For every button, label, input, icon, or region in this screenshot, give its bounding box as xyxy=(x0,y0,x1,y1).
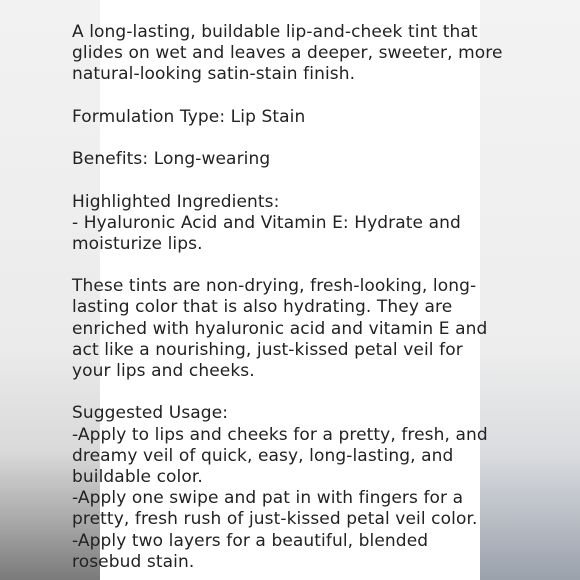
spacer xyxy=(72,128,492,149)
ingredients-heading: Highlighted Ingredients: xyxy=(72,191,280,212)
product-description-page xyxy=(72,0,503,580)
intro-line-2: glides on wet and leaves a deeper, sweeter, more xyxy=(72,43,503,64)
usage-line-3: buildable color. xyxy=(72,466,203,487)
benefits-line: Benefits: Long-wearing xyxy=(72,149,271,170)
tints-line-5: your lips and cheeks. xyxy=(72,361,255,381)
usage-line-6: -Apply two layers for a beautiful, blended xyxy=(72,530,429,551)
tints-line-2: lasting color that is also hydrating. They are xyxy=(72,297,453,318)
usage-line-2: dreamy veil of quick, easy, long-lasting, and xyxy=(72,445,454,466)
spacer xyxy=(72,255,492,276)
intro-line-1: A long-lasting, buildable lip-and-cheek tint that xyxy=(72,22,478,42)
usage-line-1: -Apply to lips and cheeks for a pretty, fresh, and xyxy=(72,424,488,445)
usage-line-4: -Apply one swipe and pat in with fingers for a xyxy=(72,488,464,509)
ingredients-line-2: moisturize lips. xyxy=(72,233,203,254)
intro-line-3: natural-looking satin-stain finish. xyxy=(72,64,356,85)
spacer xyxy=(72,170,492,191)
tints-line-3: enriched with hyaluronic acid and vitamin E and xyxy=(72,318,488,339)
right-blurred-border xyxy=(480,0,580,580)
usage-heading: Suggested Usage: xyxy=(72,403,229,424)
usage-line-7: rosebud stain. xyxy=(72,551,195,572)
formulation-line: Formulation Type: Lip Stain xyxy=(72,106,306,127)
spacer xyxy=(72,382,492,403)
tints-line-1: These tints are non-drying, fresh-looking, long- xyxy=(72,276,477,297)
spacer xyxy=(72,86,492,107)
ingredients-line-1: - Hyaluronic Acid and Vitamin E: Hydrate and xyxy=(72,212,461,233)
product-description-text xyxy=(72,22,503,573)
tints-line-4: act like a nourishing, just-kissed petal veil for xyxy=(72,339,463,360)
usage-line-5: pretty, fresh rush of just-kissed petal veil color. xyxy=(72,509,478,530)
